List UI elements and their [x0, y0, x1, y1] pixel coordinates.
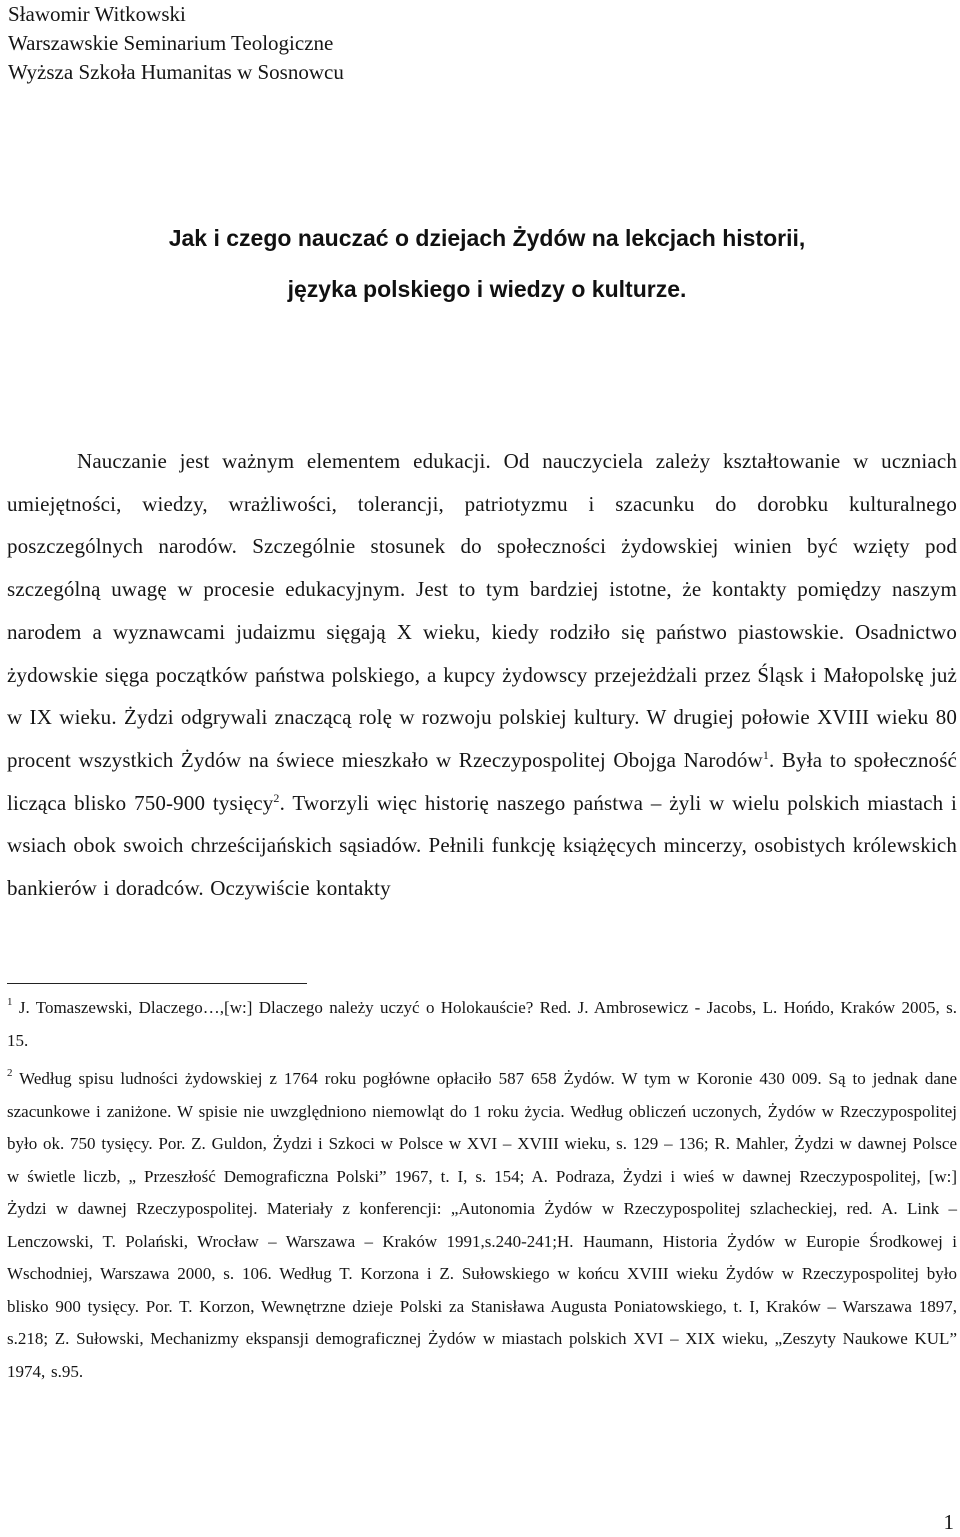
- footnote-text-1: J. Tomaszewski, Dlaczego…,[w:] Dlaczego należy uczyć o Holokauście? Red. J. Ambrosewicz - Jacobs, L. Hońdo, Kraków 2005, s. 15.: [7, 998, 957, 1050]
- body-text-part-3: . Tworzyli więc historię naszego państwa – żyli w wielu polskich miastach i wsiach obok swoich chrześcijańskich sąsiadów. Pełnili funkcję książęcych mincerzy, osobistych królewskich bankierów i doradców. Oczywiście kontakty: [7, 790, 958, 901]
- article-title: [0, 213, 960, 315]
- footnote-ref-2: 2: [273, 790, 280, 805]
- author-affiliation-1: Warszawskie Seminarium Teologiczne: [8, 31, 334, 55]
- author-name: Sławomir Witkowski: [8, 2, 186, 26]
- footnote-number-2: 2: [7, 1067, 13, 1079]
- footnote-2: [7, 1063, 957, 1388]
- footnote-ref-1: 1: [762, 747, 769, 762]
- author-block: [8, 0, 344, 87]
- title-line-1: Jak i czego nauczać o dziejach Żydów na lekcjach historii,: [168, 225, 806, 251]
- body-text-part-1: Nauczanie jest ważnym elementem edukacji. Od nauczyciela zależy kształtowanie w uczniach umiejętności, wiedzy, wrażliwości, tolerancji, patriotyzmu i szacunku do dorobku kulturalnego poszczególnych narodów. Szczególnie stosunek do społeczności żydowskiej winien być wzięty pod szczególną uwagę w procesie edukacyjnym. Jest to tym bardziej istotne, że kontakty pomiędzy naszym narodem a wyznawcami judaizmu sięgają X wieku, kiedy rodziło się państwo piastowskie. Osadnictwo żydowskie sięga początków państwa polskiego, a kupcy żydowscy przejeżdżali przez Śląsk i Małopolskę już w IX wieku. Żydzi odgrywali znaczącą rolę w rozwoju polskiej kultury. W drugiej połowie XVIII wieku 80 procent wszystkich Żydów na świece mieszkało w Rzeczypospolitej Obojga Narodów: [7, 449, 957, 772]
- page-number: 1: [943, 1510, 954, 1534]
- title-line-2: języka polskiego i wiedzy o kulturze.: [287, 276, 687, 302]
- author-affiliation-2: Wyższa Szkoła Humanitas w Sosnowcu: [8, 60, 344, 84]
- footnote-1: [7, 992, 957, 1057]
- footnotes-block: [7, 992, 957, 1394]
- footnote-number-1: 1: [7, 996, 13, 1008]
- body-paragraph: [7, 440, 957, 910]
- footnote-separator: [7, 983, 307, 984]
- footnote-text-2: Według spisu ludności żydowskiej z 1764 roku pogłówne opłaciło 587 658 Żydów. W tym w Koronie 430 009. Są to jednak dane szacunkowe i zaniżone. W spisie nie uwzględniono niemowląt do 1 roku życia. Według obliczeń uczonych, Żydów w Rzeczypospolitej było ok. 750 tysięcy. Por. Z. Guldon, Żydzi i Szkoci w Polsce w XVI – XVIII wieku, s. 129 – 136; R. Mahler, Żydzi w dawnej Polsce w świetle liczb, „ Przeszłość Demograficzna Polski” 1967, t. I, s. 154; A. Podraza, Żydzi i wieś w dawnej Rzeczypospolitej, [w:] Żydzi w dawnej Rzeczypospolitej. Materiały z konferencji: „Autonomia Żydów w Rzeczypospolitej szlacheckiej, red. A. Link – Lenczowski, T. Polański, Wrocław – Warszawa – Kraków 1991,s.240-241;H. Haumann, Historia Żydów w Europie Środkowej i Wschodniej, Warszawa 2000, s. 106. Według T. Korzona i Z. Sułowskiego w końcu XVIII wieku Żydów w Rzeczypospolitej było blisko 900 tysięcy. Por. T. Korzon, Wewnętrzne dzieje Polski za Stanisława Augusta Poniatowskiego, t. I, Kraków – Warszawa 1897, s.218; Z. Sułowski, Mechanizmy ekspansji demograficznej Żydów w miastach polskich XVI – XIX wieku, „Zeszyty Naukowe KUL” 1974, s.95.: [7, 1069, 957, 1381]
- body-text-part-2: . Była to społeczność licząca blisko 750-900 tysięcy: [7, 747, 957, 815]
